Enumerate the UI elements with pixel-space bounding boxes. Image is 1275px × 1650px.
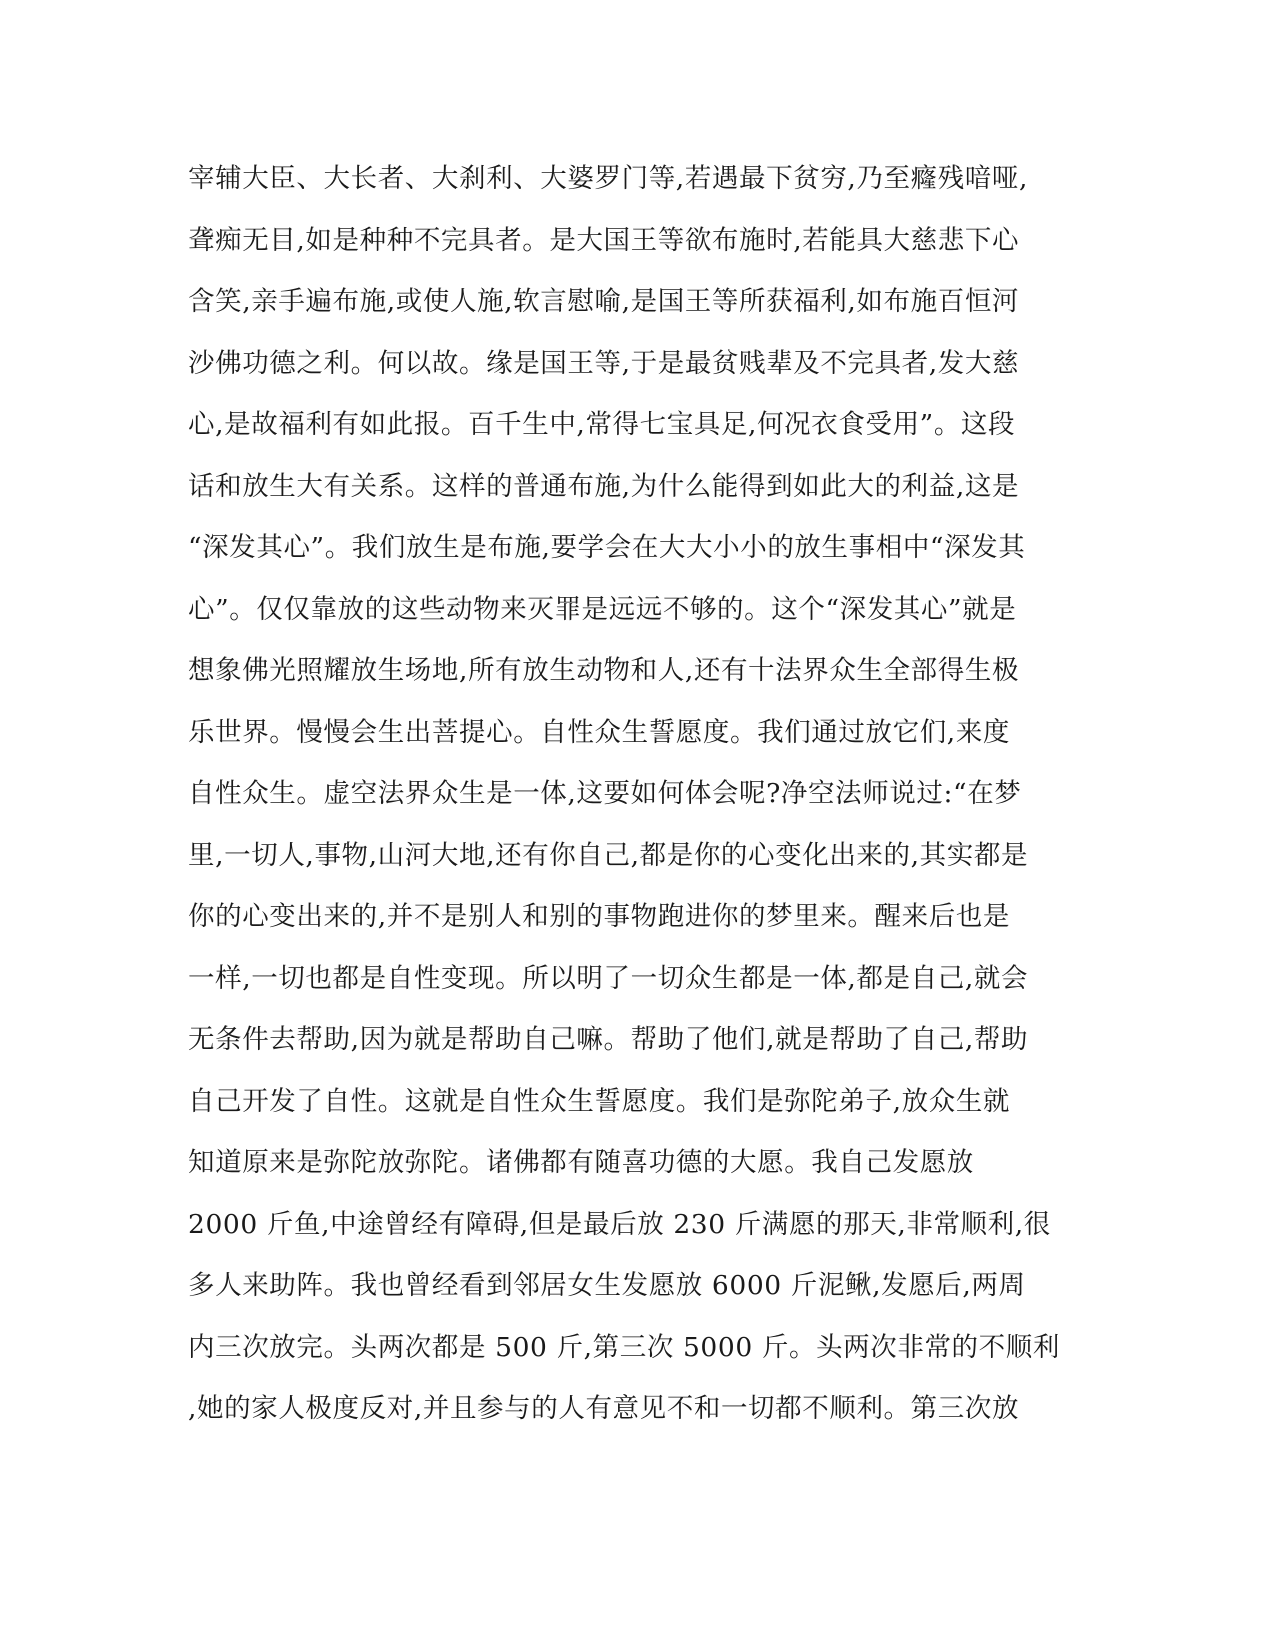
text-line-19: 多人来助阵。我也曾经看到邻居女生发愿放 6000 斤泥鳅,发愿后,两周 xyxy=(188,1270,1026,1301)
text-line-18: 2000 斤鱼,中途曾经有障碍,但是最后放 230 斤满愿的那天,非常顺利,很 xyxy=(188,1208,1051,1240)
text-line-13: 你的心变出来的,并不是别人和别的事物跑进你的梦里来。醒来后也是 xyxy=(188,901,1011,932)
text-line-3: 含笑,亲手遍布施,或使人施,软言慰喻,是国王等所获福利,如布施百恒河 xyxy=(188,286,1020,317)
text-line-11: 自性众生。虚空法界众生是一体,这要如何体会呢?净空法师说过:“在梦 xyxy=(188,778,1022,809)
text-line-16: 自己开发了自性。这就是自性众生誓愿度。我们是弥陀弟子,放众生就 xyxy=(188,1085,1011,1117)
text-line-17: 知道原来是弥陀放弥陀。诸佛都有随喜功德的大愿。我自己发愿放 xyxy=(188,1147,974,1178)
text-line-6: 话和放生大有关系。这样的普通布施,为什么能得到如此大的利益,这是 xyxy=(188,470,1020,502)
text-line-7: “深发其心”。我们放生是布施,要学会在大大小小的放生事相中“深发其 xyxy=(188,532,1026,563)
body-text xyxy=(188,164,1088,1456)
text-line-21: ,她的家人极度反对,并且参与的人有意见不和一切都不顺利。第三次放 xyxy=(188,1393,1020,1424)
text-line-9: 想象佛光照耀放生场地,所有放生动物和人,还有十法界众生全部得生极 xyxy=(188,655,1020,686)
text-line-4: 沙佛功德之利。何以故。缘是国王等,于是最贫贱辈及不完具者,发大慈 xyxy=(188,347,1020,379)
text-line-8: 心”。仅仅靠放的这些动物来灭罪是远远不够的。这个“深发其心”就是 xyxy=(188,593,1017,625)
text-line-1: 宰辅大臣、大长者、大刹利、大婆罗门等,若遇最下贫穷,乃至癃残喑哑, xyxy=(188,163,1029,194)
text-line-5: 心,是故福利有如此报。百千生中,常得七宝具足,何况衣食受用”。这段 xyxy=(188,409,1016,440)
text-line-10: 乐世界。慢慢会生出菩提心。自性众生誓愿度。我们通过放它们,来度 xyxy=(188,716,1011,748)
text-line-14: 一样,一切也都是自性变现。所以明了一切众生都是一体,都是自己,就会 xyxy=(188,962,1029,994)
text-line-15: 无条件去帮助,因为就是帮助自己嘛。帮助了他们,就是帮助了自己,帮助 xyxy=(188,1024,1029,1055)
text-line-12: 里,一切人,事物,山河大地,还有你自己,都是你的心变化出来的,其实都是 xyxy=(188,839,1029,871)
text-line-20: 内三次放完。头两次都是 500 斤,第三次 5000 斤。头两次非常的不顺利 xyxy=(188,1331,1060,1363)
text-line-2: 聋痴无目,如是种种不完具者。是大国王等欲布施时,若能具大慈悲下心 xyxy=(188,224,1020,256)
